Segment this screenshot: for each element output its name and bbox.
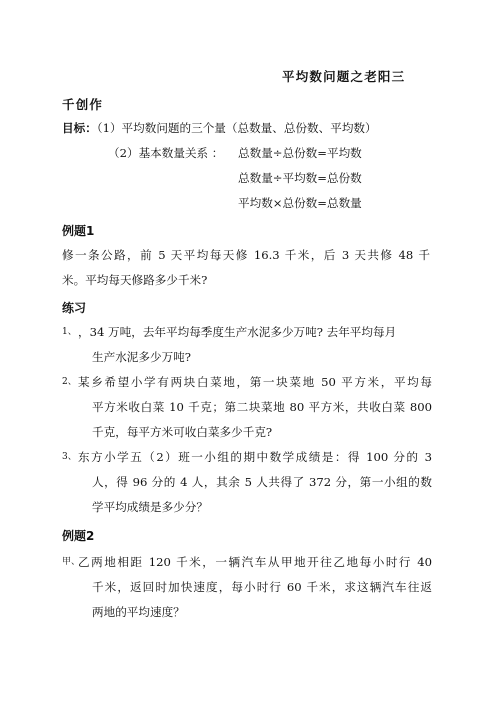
practice-item-1-line-1: ，34 万吨，去年平均每季度生产水泥多少万吨? 去年平均每月 — [78, 325, 397, 339]
document-subtitle: 千创作 — [62, 97, 104, 112]
practice-item-1-line-2: 生产水泥多少万吨? — [92, 350, 191, 364]
example1-line-2: 米。平均每天修路多少千米? — [62, 273, 208, 287]
formula-1: 总数量÷总份数=平均数 — [238, 146, 362, 160]
practice-item-3-number: 3、 — [62, 452, 77, 462]
goals-item-2-prefix: （2）基本数量关系 ： — [108, 146, 224, 160]
practice-item-3-line-1: 东方小学五（2）班一小组的期中数学成绩是：得 100 分的 3 — [78, 450, 432, 464]
practice-item-2-line-3: 千克，每平方米可收白菜多少千克? — [92, 425, 273, 439]
formula-3: 平均数×总份数=总数量 — [238, 196, 362, 210]
example1-heading: 例题1 — [62, 224, 95, 238]
practice-item-2-number: 2、 — [62, 377, 77, 387]
goals-item-1: （1）平均数问题的三个量（总数量、总份数、平均数） — [96, 121, 377, 135]
goals-line-1 — [62, 120, 377, 136]
goals-label: 目标： — [62, 121, 97, 135]
example2-line-3: 两地的平均速度？ — [92, 605, 185, 619]
practice-heading: 练习 — [62, 301, 87, 315]
practice-item-3-line-3: 学平均成绩是多少分？ — [92, 500, 208, 514]
practice-item-3-line-2: 人，得 96 分的 4 人，其余 5 人共得了 372 分，第一小组的数 — [92, 475, 432, 489]
practice-item-1-number: 1、 — [62, 327, 77, 337]
example2-line-2: 千米，返回时加快速度，每小时行 60 千米，求这辆汽车往返 — [92, 580, 432, 594]
formula-2: 总数量÷平均数=总份数 — [238, 171, 362, 185]
practice-item-2-line-2: 平方米收白菜 10 千克；第二块菜地 80 平方米，共收白菜 800 — [92, 400, 432, 414]
practice-item-2-line-1: 某乡希望小学有两块白菜地，第一块菜地 50 平方米，平均每 — [78, 375, 432, 389]
example2-number: 甲、 — [62, 557, 81, 567]
example2-heading: 例题2 — [62, 529, 95, 543]
example2-line-1: 乙两地相距 120 千米，一辆汽车从甲地开往乙地每小时行 40 — [78, 555, 432, 569]
goals-line-2 — [108, 145, 223, 161]
example1-line-1: 修一条公路，前 5 天平均每天修 16.3 千米，后 3 天共修 48 千 — [62, 248, 430, 262]
document-title: 平均数问题之老阳三 — [282, 69, 406, 84]
